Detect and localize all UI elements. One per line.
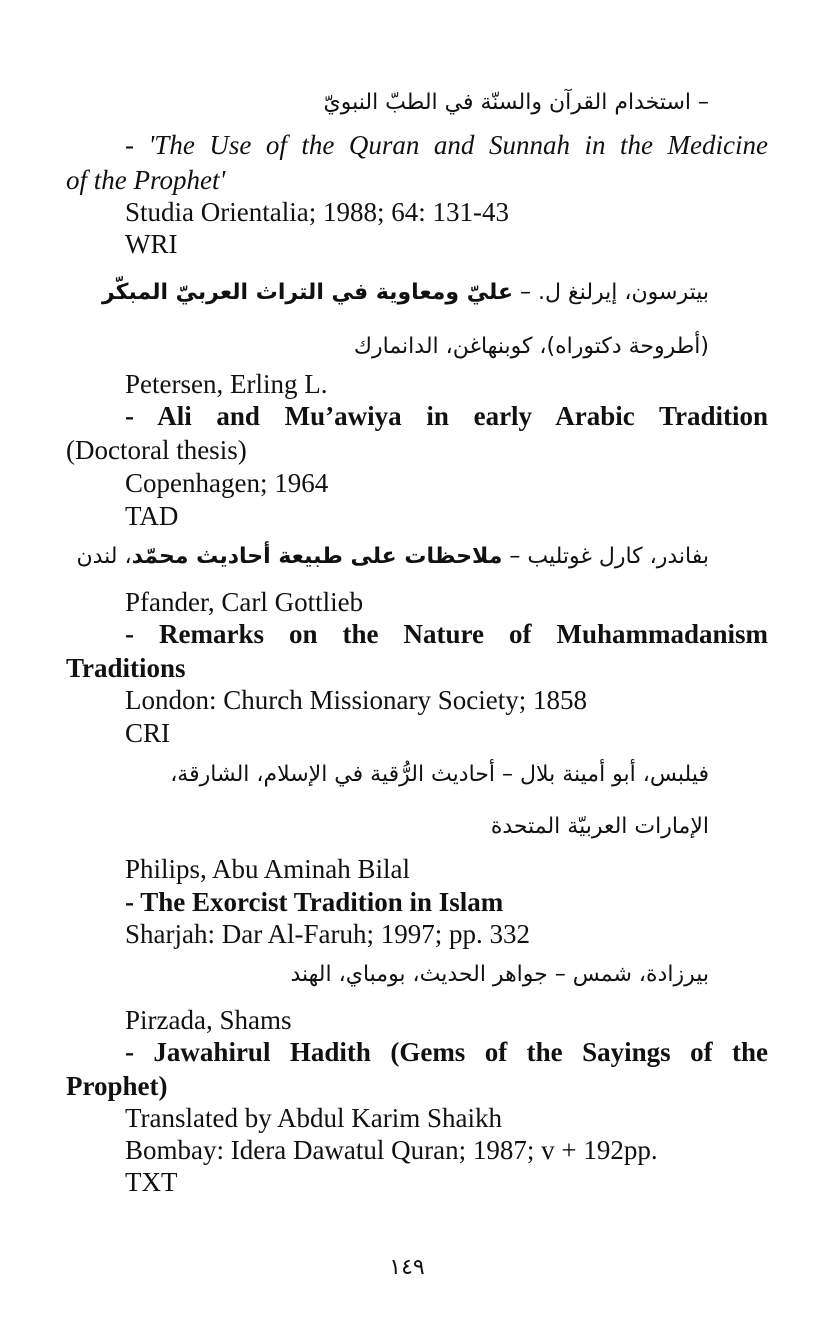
entry-title: - Jawahirul Hadith (Gems of the Sayings of the xyxy=(125,1037,768,1067)
publication-line: London: Church Missionary Society; 1858 xyxy=(125,685,587,715)
entry-title-continued: of the Prophet' xyxy=(66,165,226,195)
publication-line: Copenhagen; 1964 xyxy=(125,468,329,498)
classification-code: CRI xyxy=(125,718,171,748)
publication-line: Studia Orientalia; 1988; 64: 131-43 xyxy=(125,197,509,227)
author-name: Pfander, Carl Gottlieb xyxy=(125,587,364,617)
author-name: Petersen, Erling L. xyxy=(125,369,328,399)
entry-title-continued: Prophet) xyxy=(66,1071,168,1101)
entry-title: - The Exorcist Tradition in Islam xyxy=(125,887,504,917)
author-name: Pirzada, Shams xyxy=(125,1005,292,1035)
classification-code: TAD xyxy=(125,501,179,531)
entry-title: - Ali and Mu’awiya in early Arabic Tradition xyxy=(125,401,768,431)
arabic-citation: بفاندر، كارل غوتليب – ملاحظات على طبيعة أحاديث محمّد، لندن xyxy=(76,544,709,569)
arabic-citation: بيرزادة، شمس – جواهر الحديث، بومباي، الهند xyxy=(290,962,709,987)
classification-code: TXT xyxy=(125,1167,178,1197)
author-name: Philips, Abu Aminah Bilal xyxy=(125,854,411,884)
arabic-citation: – استخدام القرآن والسنّة في الطبّ النبويّ xyxy=(323,90,709,115)
entry-title-continued: Traditions xyxy=(66,653,186,683)
arabic-citation-continued: الإمارات العربيّة المتحدة xyxy=(490,814,709,839)
publication-line: Bombay: Idera Dawatul Quran; 1987; v + 192pp. xyxy=(125,1135,658,1165)
arabic-citation-continued: (أطروحة دكتوراه)، كوبنهاغن، الدانمارك xyxy=(353,334,709,359)
entry-title: - Remarks on the Nature of Muhammadanism xyxy=(125,619,768,649)
arabic-citation: فيلبس، أبو أمينة بلال – أحاديث الرُّقية في الإسلام، الشارقة، xyxy=(170,762,709,787)
translator-line: Translated by Abdul Karim Shaikh xyxy=(125,1103,502,1133)
entry-title: - 'The Use of the Quran and Sunnah in the Medicine xyxy=(125,130,768,160)
page-number: ١٤٩ xyxy=(389,1255,425,1280)
publication-line: Sharjah: Dar Al-Faruh; 1997; pp. 332 xyxy=(125,919,530,949)
classification-code: WRI xyxy=(125,229,178,259)
arabic-title: ملاحظات على طبيعة أحاديث محمّد xyxy=(131,544,503,569)
entry-title-continued: (Doctoral thesis) xyxy=(66,435,247,465)
arabic-title: عليّ ومعاوية في التراث العربيّ المبكّر xyxy=(101,280,514,305)
arabic-citation: بيترسون، إيرلنغ ل. – عليّ ومعاوية في التراث العربيّ المبكّر xyxy=(101,280,709,305)
